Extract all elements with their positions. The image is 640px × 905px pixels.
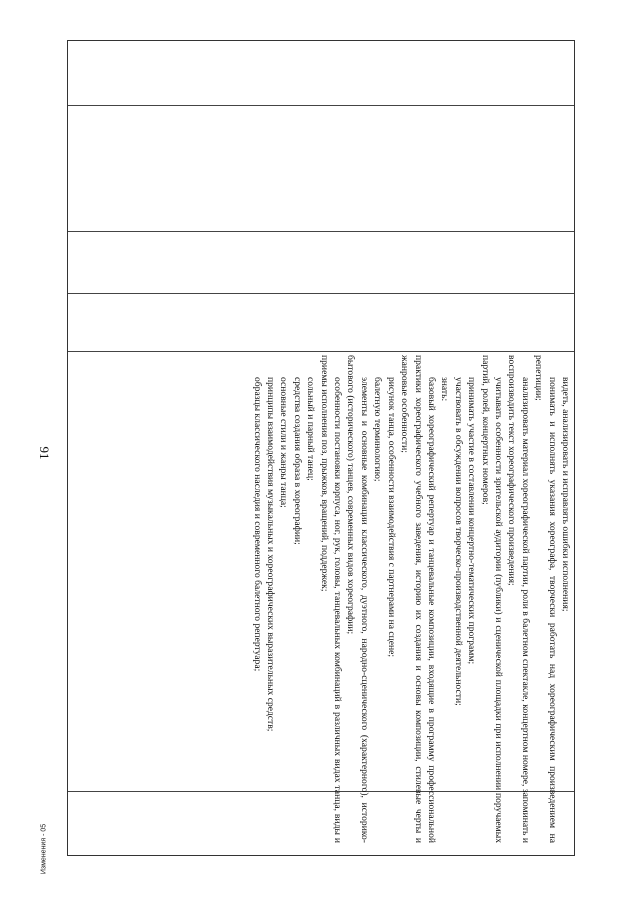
column-divider bbox=[68, 231, 574, 232]
text-paragraph: видеть, анализировать и исправлять ошибки исполнения; bbox=[560, 377, 571, 612]
text-paragraph: балетную терминологию; bbox=[372, 377, 384, 482]
text-paragraph: особенности постановки корпуса, ног, рук, головы, танцевальных комбинаций в различных видах танца, виды и приемы исполнения поз, прыжков, вращений, поддержек; bbox=[318, 355, 344, 843]
text-paragraph: сольный и парный танец; bbox=[305, 377, 317, 481]
footer-revision-label: Изменения - 05 bbox=[40, 823, 48, 875]
text-paragraph: принципы взаимодействия музыкальных и хореографических выразительных средств; bbox=[265, 377, 277, 732]
column-divider bbox=[68, 293, 574, 294]
competency-text-block bbox=[76, 355, 572, 843]
text-paragraph: средства создания образа в хореографии; bbox=[291, 377, 303, 545]
text-paragraph: основные стили и жанры танца; bbox=[278, 377, 290, 508]
text-paragraph: образцы классического наследия и современного балетного репертуара; bbox=[251, 377, 263, 672]
text-paragraph: знать: bbox=[439, 377, 451, 402]
text-paragraph: принимать участие в составлении концертно-тематических программ; bbox=[466, 377, 478, 665]
column-divider bbox=[68, 351, 574, 352]
text-paragraph: элементы и основные комбинации классического, дуэтного, народно-сценического (характерного), историко-бытового (исторического) танцев, современных видов хореографии; bbox=[345, 355, 370, 843]
text-paragraph: анализировать материал хореографической партии, роли в балетном спектакле, концертном номере, запоминать и воспроизводить текст хореографического произведения; bbox=[506, 355, 531, 843]
text-paragraph: участвовать в обсуждении вопросов творческо-производственной деятельности; bbox=[452, 377, 464, 706]
text-paragraph: базовый хореографический репертуар и танцевальные композиции, входящие в программу профессиональной практики хореографического учебного заведения, историю их создания и основы композиции, стилевые черты и жанровые особенности; bbox=[399, 355, 437, 843]
column-divider bbox=[68, 105, 574, 106]
page-number: 91 bbox=[37, 446, 52, 460]
text-paragraph: понимать и исполнять указания хореографа, творчески работать над хореографическим произведением на репетиции; bbox=[533, 355, 558, 843]
text-paragraph: учитывать особенности зрительской аудитории (публики) и сценической площадки при исполнении поручаемых партий, ролей, концертных номеров; bbox=[479, 355, 504, 843]
text-paragraph: рисунок танца, особенности взаимодействия с партнерами на сцене; bbox=[385, 377, 397, 658]
